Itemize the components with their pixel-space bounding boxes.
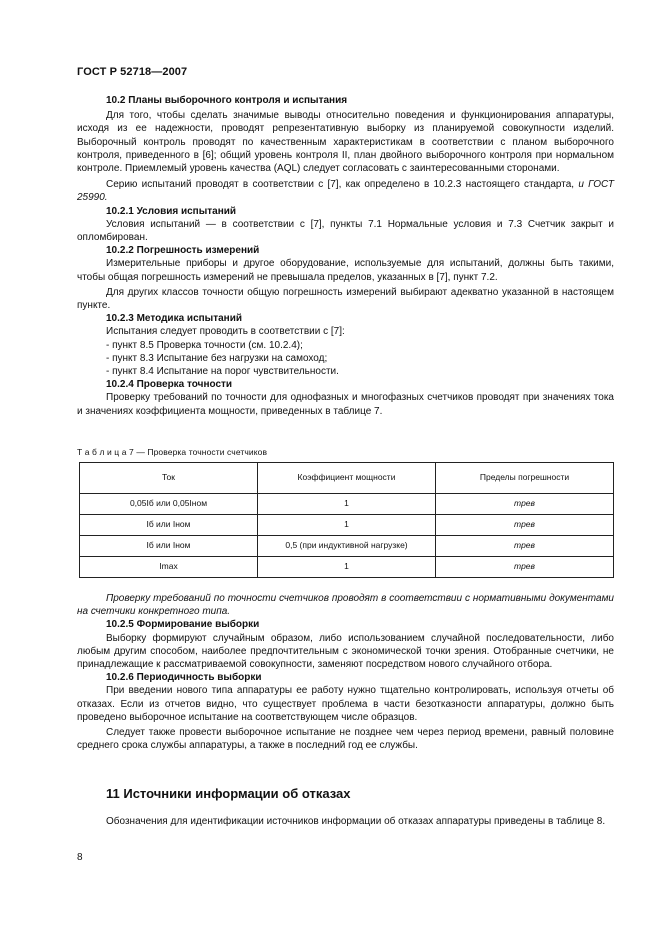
section-10-2-4-title: 10.2.4 Проверка точности xyxy=(106,379,233,391)
table-row xyxy=(80,557,614,578)
table-cell-limit: mpeв xyxy=(436,557,614,578)
table-caption xyxy=(77,446,267,459)
paragraph: Проверку требований по точности для однофазных и многофазных счетчиков проводят при значениях тока и значениях коэффициента мощности, приведенных в таблице 7. xyxy=(77,392,614,417)
table-cell-power-factor: 0,5 (при индуктивной нагрузке) xyxy=(258,536,436,557)
paragraph-text: Серию испытаний проводят в соответствии с [7], как определено в 10.2.3 настоящего стандарта, xyxy=(106,179,575,191)
italic-paragraph: Проверку требований по точности счетчиков проводят в соответствии с нормативными документами на счетчики конкретного типа. xyxy=(77,593,614,618)
paragraph: Для других классов точности общую погрешность измерений выбирают адекватно указанной в настоящем пункте. xyxy=(77,286,614,312)
table-cell-current: Iб или Iном xyxy=(80,536,258,557)
paragraph: При введении нового типа аппаратуры ее работу нужно тщательно контролировать, используя отчеты об отказах. Если из отчетов видно, что существует проблема в части безотказности аппаратуры, должно быть проведено выборочное испытание на соответствующем числе образцов. xyxy=(77,685,614,723)
paragraph: Испытания следует проводить в соответствии с [7]: xyxy=(106,326,345,338)
section-11-title: 11 Источники информации об отказах xyxy=(106,786,351,801)
paragraph: Следует также провести выборочное испытание не позднее чем через период времени, равный половине среднего срока службы аппаратуры, а также в последний год ее службы. xyxy=(77,727,614,752)
table-cell-power-factor: 1 xyxy=(258,494,436,515)
table-header-cell: Ток xyxy=(80,463,258,494)
section-10-2-6-title: 10.2.6 Периодичность выборки xyxy=(106,672,262,684)
table-cell-current: Imax xyxy=(80,557,258,578)
paragraph: Выборку формируют случайным образом, либо использованием случайной последовательности, либо любым другим способом, наиболее предпочтительным с экономической точки зрения. Отобранные счетчики, не принадлежащие к рассматриваемой совокупности, заменяют посредством нового случайного отбора. xyxy=(77,632,614,671)
table-caption-label: Т а б л и ц а 7 xyxy=(77,447,134,457)
section-10-2-1-title: 10.2.1 Условия испытаний xyxy=(106,205,237,217)
table-cell-power-factor: 1 xyxy=(258,515,436,536)
list-item: - пункт 8.5 Проверка точности (см. 10.2.4); xyxy=(106,339,303,351)
section-10-2-5-title: 10.2.5 Формирование выборки xyxy=(106,619,260,631)
paragraph: Обозначения для идентификации источников информации об отказах аппаратуры приведены в таблице 8. xyxy=(106,816,606,827)
paragraph: Для того, чтобы сделать значимые выводы относительно поведения и функционирования аппаратуры, исходя из ее надежности, проводят репрезентативную выборку из планируемой совокупности изделий. Выборочный контроль проводят по качественным характеристикам в соответствии с планом выборочного контроля, приведенного в [6]; общий уровень контроля II, план двойного выборочного контроля при нормальном контроле. Приемлемый уровень качества (AQL) следует согласовать с заинтересованными сторонами. xyxy=(77,110,614,175)
accuracy-table xyxy=(79,462,614,578)
table-caption-text: — Проверка точности счетчиков xyxy=(133,447,268,457)
paragraph: Измерительные приборы и другое оборудование, используемые для испытаний, должны быть такими, чтобы общая погрешность измерений не превышала пределов, указанных в [7], пункт 7.2. xyxy=(77,258,614,283)
table-row xyxy=(80,494,614,515)
list-item: - пункт 8.4 Испытание на порог чувствительности. xyxy=(106,366,339,378)
paragraph: Условия испытаний — в соответствии с [7], пункты 7.1 Нормальные условия и 7.3 Счетчик закрыт и опломбирован. xyxy=(77,218,614,244)
section-10-2-body xyxy=(77,94,614,418)
table-cell-limit: mpeв xyxy=(436,494,614,515)
section-11-body xyxy=(77,815,614,828)
table-cell-power-factor: 1 xyxy=(258,557,436,578)
table-header-cell: Пределы погрешности xyxy=(436,463,614,494)
table-cell-current: 0,05Iб или 0,05Iном xyxy=(80,494,258,515)
table-header-cell: Коэффициент мощности xyxy=(258,463,436,494)
document-header: ГОСТ Р 52718—2007 xyxy=(77,66,188,78)
table-cell-current: Iб или Iном xyxy=(80,515,258,536)
page-number: 8 xyxy=(77,852,83,863)
table-cell-limit: mpeв xyxy=(436,515,614,536)
table-row xyxy=(80,515,614,536)
section-10-2-5-body xyxy=(77,592,614,752)
table-cell-limit: mpeв xyxy=(436,536,614,557)
section-10-2-3-title: 10.2.3 Методика испытаний xyxy=(106,313,243,325)
list-item: - пункт 8.3 Испытание без нагрузки на самоход; xyxy=(106,352,328,364)
paragraph-italic-ref: и ГОСТ 25990. xyxy=(77,179,614,204)
table-row xyxy=(80,536,614,557)
section-10-2-title: 10.2 Планы выборочного контроля и испытания xyxy=(106,95,348,106)
table-header-row xyxy=(80,463,614,494)
section-10-2-2-title: 10.2.2 Погрешность измерений xyxy=(106,245,260,257)
paragraph xyxy=(77,178,614,204)
